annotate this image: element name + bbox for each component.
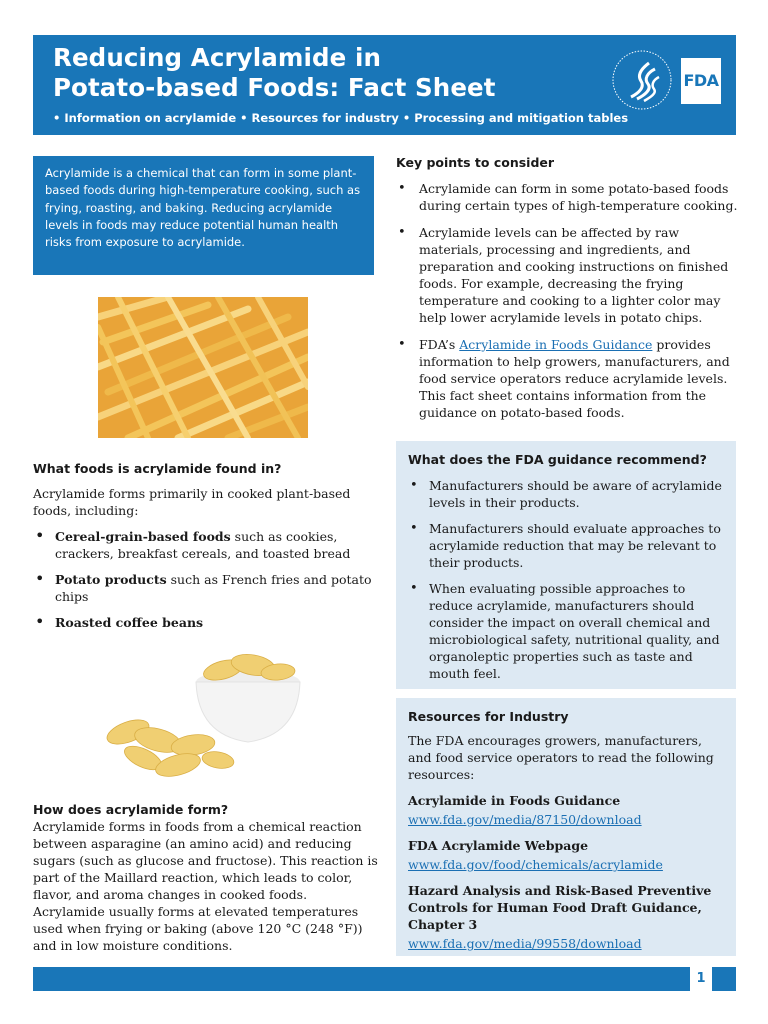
resource-title: Hazard Analysis and Risk-Based Preventive Controls for Human Food Draft Guidance, Chapter 3 [408, 883, 712, 932]
resource-title: FDA Acrylamide Webpage [408, 838, 589, 853]
fda-logo: FDA [681, 58, 721, 104]
list-item: • Manufacturers should be aware of acrylamide levels in their products. [408, 477, 724, 511]
list-item: • Cereal-grain-based foods such as cookies, crackers, breakfast cereals, and toasted bread [33, 528, 378, 562]
resource-link[interactable]: www.fda.gov/media/87150/download [408, 812, 642, 827]
key-points-list [396, 180, 741, 421]
footer-bar-end [712, 967, 736, 991]
form-heading: How does acrylamide form? [33, 802, 229, 817]
page-title [53, 43, 496, 103]
list-item: • Manufacturers should evaluate approaches to acrylamide reduction that may be relevant to their products. [408, 520, 724, 571]
list-item: • Acrylamide levels can be affected by raw materials, processing and ingredients, and preparation and cooking instructions on finished foods. For example, decreasing the frying temperature and cooking to a lighter color may help lower acrylamide levels in potato chips. [396, 224, 741, 326]
title-line-1: Reducing Acrylamide in [53, 43, 382, 72]
foods-list [33, 528, 378, 631]
foods-intro: Acrylamide forms primarily in cooked plant-based foods, including: [33, 486, 351, 518]
page-number: 1 [690, 967, 712, 991]
foods-heading: What foods is acrylamide found in? [33, 461, 282, 476]
resource-title: Acrylamide in Foods Guidance [408, 793, 621, 808]
list-item: • Potato products such as French fries and potato chips [33, 571, 378, 605]
title-line-2: Potato-based Foods: Fact Sheet [53, 73, 496, 102]
intro-box: Acrylamide is a chemical that can form in some plant-based foods during high-temperature cooking, such as frying, roasting, and baking. Reducing acrylamide levels in foods may reduce potential human health risks from exposure to acrylamide. [33, 156, 374, 275]
potato-chips-image [98, 640, 308, 790]
key-points-section [396, 155, 741, 431]
resources-heading: Resources for Industry [408, 709, 569, 724]
french-fries-image [98, 297, 308, 438]
resources-panel [396, 698, 736, 956]
recommend-list [408, 477, 724, 682]
list-item: • Acrylamide can form in some potato-based foods during certain types of high-temperature cooking. [396, 180, 741, 214]
list-item: • When evaluating possible approaches to reduce acrylamide, manufacturers should consider the impact on overall chemical and microbiological safety, nutritional quality, and organoleptic properties such as taste and mouth feel. [408, 580, 724, 682]
tagline: • Information on acrylamide • Resources for industry • Processing and mitigation tables [53, 111, 629, 125]
resource-link[interactable]: www.fda.gov/media/99558/download [408, 936, 642, 951]
foods-section [33, 461, 378, 640]
resource-item [408, 792, 724, 828]
resource-item [408, 837, 724, 873]
resources-intro: The FDA encourages growers, manufacturers, and food service operators to read the following resources: [408, 733, 714, 782]
recommend-heading: What does the FDA guidance recommend? [408, 452, 707, 467]
list-item: • Roasted coffee beans [33, 614, 378, 631]
footer-bar [33, 967, 690, 991]
key-points-heading: Key points to consider [396, 155, 555, 170]
list-item: • FDA’s Acrylamide in Foods Guidance provides information to help growers, manufacturers, and food service operators reduce acrylamide levels. This fact sheet contains information from the guidance on potato-based foods. [396, 336, 741, 421]
hhs-seal-icon [611, 49, 673, 111]
header-banner [33, 35, 736, 135]
form-text: Acrylamide forms in foods from a chemical reaction between asparagine (an amino acid) and reducing sugars (such as glucose and fructose). This reaction is part of the Maillard reaction, which leads to color, flavor, and aroma changes in cooked foods. Acrylamide usually forms at elevated temperatures used when frying or baking (above 120 °C (248 °F)) and in low moisture conditions. [33, 819, 378, 953]
form-section [33, 802, 378, 954]
resource-link[interactable]: www.fda.gov/food/chemicals/acrylamide [408, 857, 663, 872]
resource-item [408, 882, 724, 952]
acrylamide-guidance-link[interactable]: Acrylamide in Foods Guidance [459, 337, 653, 352]
recommend-panel [396, 441, 736, 689]
